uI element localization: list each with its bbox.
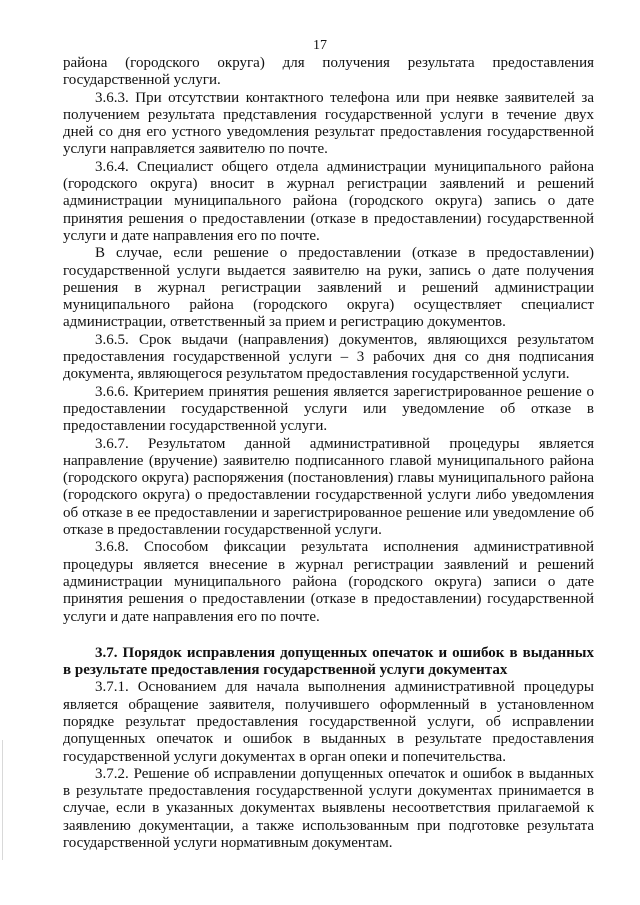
document-body xyxy=(63,55,594,852)
paragraph-3-6-6: 3.6.6. Критерием принятия решения является зарегистрированное решение о предоставлении государственной услуги или уведомление об отказе в предоставлении государственной услуги. xyxy=(63,383,594,435)
paragraph-3-6-8: 3.6.8. Способом фиксации результата исполнения административной процедуры является внесение в журнал регистрации заявлений и решений администрации муниципального района (городского округа) записи о дате принятия решения о предоставлении (отказе в предоставлении) государственной услуги и дате направления его по почте. xyxy=(63,539,594,625)
paragraph-hand-delivery: В случае, если решение о предоставлении (отказе в предоставлении) государственной услуги выдается заявителю на руки, запись о дате получения решения в журнал регистрации заявлений и решений администрации муниципального района (городского округа) осуществляет специалист администрации, ответственный за прием и регистрацию документов. xyxy=(63,245,594,331)
paragraph-3-6-5: 3.6.5. Срок выдачи (направления) документов, являющихся результатом предоставления государственной услуги – 3 рабочих дня со дня подписания документа, являющегося результатом предоставления государственной услуги. xyxy=(63,331,594,383)
paragraph-continuation: района (городского округа) для получения результата предоставления государственной услуги. xyxy=(63,55,594,89)
paragraph-3-6-3: 3.6.3. При отсутствии контактного телефона или при неявке заявителей за получением результата представления государственной услуги в течение двух дней со дня его устного уведомления результат предоставления государственной услуги направляется заявителю по почте. xyxy=(63,89,594,158)
scan-edge-mark xyxy=(2,740,3,860)
page-number: 17 xyxy=(313,38,327,53)
section-heading-3-7: 3.7. Порядок исправления допущенных опечаток и ошибок в выданных в результате предоставления государственной услуги документах xyxy=(63,644,594,679)
paragraph-3-7-2: 3.7.2. Решение об исправлении допущенных опечаток и ошибок в выданных в результате предоставления государственной услуги документах принимается в случае, если в указанных документах выявлены несоответствия прилагаемой к заявлению документации, а также использованным при подготовке результата государственной услуги нормативным документам. xyxy=(63,765,594,852)
paragraph-3-6-4: 3.6.4. Специалист общего отдела администрации муниципального района (городского округа) вносит в журнал регистрации заявлений и решений администрации муниципального района (городского округа) запись о дате принятия решения о предоставлении (отказе в предоставлении) государственной услуги и дате направления его по почте. xyxy=(63,158,594,244)
paragraph-3-6-7: 3.6.7. Результатом данной административной процедуры является направление (вручение) заявителю подписанного главой муниципального района (городского округа) распоряжения (постановления) главы муниципального района (городского округа) о предоставлении государственной услуги либо уведомления об отказе в ее предоставлении и зарегистрированное решение или уведомление об отказе в предоставлении государственной услуги. xyxy=(63,435,594,539)
paragraph-3-7-1: 3.7.1. Основанием для начала выполнения административной процедуры является обращение заявителя, получившего оформленный в установленном порядке результат предоставления государственной услуги, об исправлении допущенных опечаток и ошибок в выданных в результате предоставления государственной услуги документах в орган опеки и попечительства. xyxy=(63,679,594,765)
